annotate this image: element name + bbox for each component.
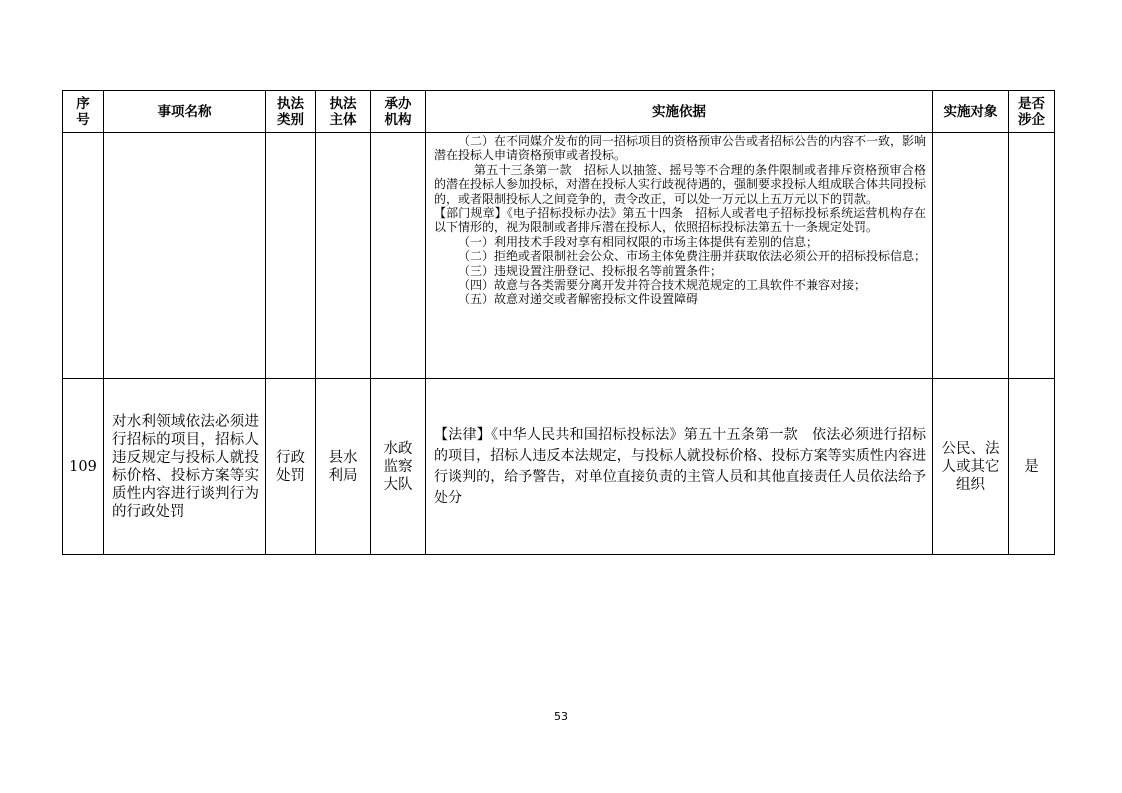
cell-enterprise: 是 (1009, 379, 1055, 555)
cell-subject (316, 379, 371, 555)
page-number: 53 (554, 710, 568, 723)
cell-seq: 109 (63, 379, 104, 555)
basis-line: （四）故意与各类需要分离开发并符合技术规范规定的工具软件不兼容对接； (458, 278, 867, 293)
header-basis (426, 91, 933, 133)
basis-line: （二）拒绝或者限制社会公众、市场主体免费注册并获取依法必须公开的招标投标信息； (458, 249, 927, 264)
header-seq-line1: 序 (76, 95, 90, 112)
basis-line: （五）故意对递交或者解密投标文件设置障碍 (458, 292, 699, 307)
cell-subject-empty (316, 133, 371, 379)
cell-target-text: 公民、法人或其它组织 (941, 440, 1000, 493)
header-target-label: 实施对象 (943, 103, 998, 120)
header-seq-line2: 号 (76, 111, 90, 128)
header-category-line1: 执法 (277, 95, 304, 112)
cell-enterprise-empty (1009, 133, 1055, 379)
header-name-label: 事项名称 (157, 103, 212, 120)
cell-name-empty (104, 133, 266, 379)
table-row-continuation (63, 133, 1055, 379)
cell-category (266, 379, 316, 555)
header-category-line2: 类别 (277, 111, 304, 128)
header-category (266, 91, 316, 133)
header-enterprise-line1: 是否 (1018, 95, 1045, 112)
header-handler (371, 91, 426, 133)
cell-category-text: 行政处罚 (276, 449, 305, 484)
header-enterprise-line2: 涉企 (1018, 111, 1045, 128)
cell-target (933, 379, 1009, 555)
basis-line: （一）利用技术手段对享有相同权限的市场主体提供有差别的信息； (458, 234, 819, 249)
header-seq (63, 91, 104, 133)
cell-target-empty (933, 133, 1009, 379)
header-enterprise (1009, 91, 1055, 133)
basis-line: （二）在不同媒介发布的同一招标项目的资格预审公告或者招标公告的内容不一致，影响潜在投标人申请资格预审或者投标。 (434, 134, 927, 163)
cell-handler (371, 379, 426, 555)
header-row (63, 91, 1055, 133)
enforcement-table (62, 90, 1055, 555)
header-subject (316, 91, 371, 133)
header-handler-line1: 承办 (384, 95, 412, 112)
cell-basis: 【法律】《中华人民共和国招标投标法》第五十五条第一款 依法必须进行招标的项目，招标人违反本法规定，与投标人就投标价格、投标方案等实质性内容进行谈判的，给予警告，对单位直接负责的主管人员和其他直接责任人员依法给予处分 (426, 379, 933, 555)
header-subject-line1: 执法 (329, 95, 357, 112)
header-target (933, 91, 1009, 133)
cell-basis-continuation (426, 133, 933, 379)
header-basis-label: 实施依据 (652, 103, 706, 120)
basis-line: 【部门规章】《电子招标投标办法》第五十四条 招标人或者电子招标投标系统运营机构存在以下情形的，视为限制或者排斥潜在投标人，依照招标投标法第五十一条规定处罚。 (434, 206, 926, 235)
cell-handler-text: 水政监察大队 (383, 440, 413, 493)
cell-subject-text: 县水利局 (328, 449, 358, 484)
cell-seq-empty (63, 133, 104, 379)
table-row (63, 379, 1055, 555)
cell-name: 对水利领域依法必须进行招标的项目，招标人违反规定与投标人就投标价格、投标方案等实质性内容进行谈判行为的行政处罚 (104, 379, 266, 555)
header-subject-line2: 主体 (329, 111, 357, 128)
cell-category-empty (266, 133, 316, 379)
header-handler-line2: 机构 (384, 111, 412, 128)
header-name (104, 91, 266, 133)
basis-line: 第五十三条第一款 招标人以抽签、摇号等不合理的条件限制或者排斥资格预审合格的潜在投标人参加投标，对潜在投标人实行歧视待遇的，强制要求投标人组成联合体共同投标的，或者限制投标人之间竞争的，责令改正，可以处一万元以上五万元以下的罚款。 (434, 162, 927, 206)
basis-line: （三）违规设置注册登记、投标报名等前置条件； (458, 263, 723, 278)
cell-handler-empty (371, 133, 426, 379)
